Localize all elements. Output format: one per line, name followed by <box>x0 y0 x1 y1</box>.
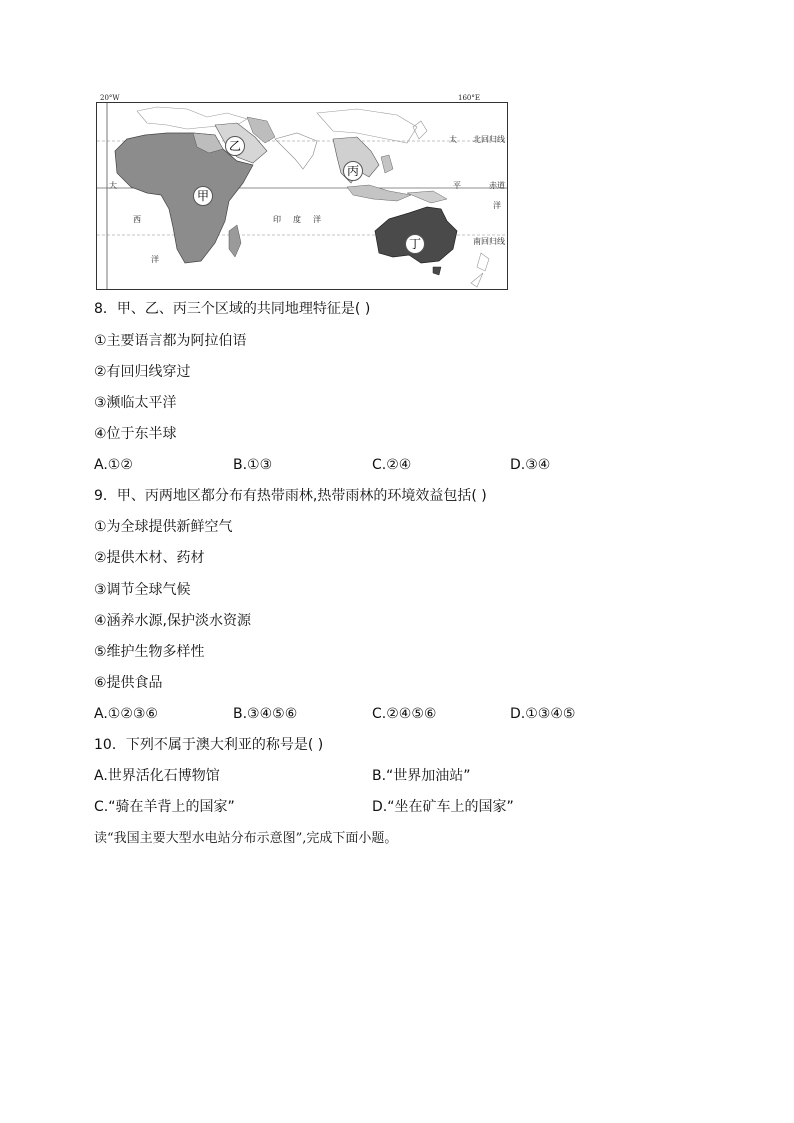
philippines-shape <box>381 155 393 173</box>
world-region-map <box>96 94 508 290</box>
china-outline <box>317 109 417 143</box>
q8-option-a[interactable]: A.①② <box>94 457 133 473</box>
coord-20w-label: 20°W <box>100 94 120 102</box>
north-tropic-label: 北回归线 <box>473 135 505 144</box>
indonesia-shape <box>347 185 411 201</box>
q9-item-3: ③调节全球气候 <box>94 582 191 598</box>
ocean-label-indian: 印度洋 <box>273 215 333 224</box>
coord-160e-label: 160°E <box>458 94 480 102</box>
ocean-label-tai: 太 <box>449 135 457 144</box>
q10-option-c[interactable]: C.“骑在羊背上的国家” <box>94 799 235 815</box>
tasmania-shape <box>433 267 441 275</box>
q8-option-c[interactable]: C.②④ <box>372 457 412 473</box>
ocean-label-yang-pacific: 洋 <box>493 201 501 210</box>
equator-label: 赤道 <box>489 181 505 190</box>
region-ding-badge: 丁 <box>405 234 425 254</box>
q8-stem: 8．甲、乙、丙三个区域的共同地理特征是( ) <box>94 301 371 317</box>
reading-instruction: 读“我国主要大型水电站分布示意图”,完成下面小题。 <box>94 831 398 846</box>
q8-option-b[interactable]: B.①③ <box>233 457 273 473</box>
south-tropic-label: 南回归线 <box>473 237 505 246</box>
q8-item-2: ②有回归线穿过 <box>94 364 191 380</box>
q8-item-4: ④位于东半球 <box>94 426 177 442</box>
q9-option-b[interactable]: B.③④⑤⑥ <box>233 706 298 722</box>
ocean-label-xi: 西 <box>133 215 141 224</box>
q9-item-5: ⑤维护生物多样性 <box>94 644 205 660</box>
q8-option-d[interactable]: D.③④ <box>510 457 551 473</box>
new-guinea-shape <box>407 191 447 203</box>
q10-option-a[interactable]: A.世界活化石博物馆 <box>94 768 220 784</box>
region-yi-badge: 乙 <box>225 136 245 156</box>
india-outline <box>275 133 317 169</box>
q9-stem: 9．甲、丙两地区都分布有热带雨林,热带雨林的环境效益包括( ) <box>94 488 487 504</box>
q10-option-b[interactable]: B.“世界加油站” <box>372 768 471 784</box>
q9-item-2: ②提供木材、药材 <box>94 550 205 566</box>
madagascar-shape <box>229 225 241 257</box>
q9-item-4: ④涵养水源,保护淡水资源 <box>94 613 252 629</box>
ocean-label-da: 大 <box>109 181 117 190</box>
q9-item-1: ①为全球提供新鲜空气 <box>94 519 233 535</box>
map-frame <box>96 102 508 290</box>
ocean-label-yang-atlantic: 洋 <box>151 255 159 264</box>
q8-item-1: ①主要语言都为阿拉伯语 <box>94 333 247 349</box>
q8-item-3: ③濒临太平洋 <box>94 395 177 411</box>
q9-option-a[interactable]: A.①②③⑥ <box>94 706 158 722</box>
ocean-label-ping: 平 <box>453 181 461 190</box>
region-jia-badge: 甲 <box>193 186 213 206</box>
q10-option-d[interactable]: D.“坐在矿车上的国家” <box>372 799 514 815</box>
new-zealand-outline <box>471 253 489 287</box>
region-bing-badge: 丙 <box>343 161 363 181</box>
q9-item-6: ⑥提供食品 <box>94 675 163 691</box>
q10-stem: 10．下列不属于澳大利亚的称号是( ) <box>94 737 324 753</box>
q9-option-d[interactable]: D.①③④⑤ <box>510 706 576 722</box>
q9-option-c[interactable]: C.②④⑤⑥ <box>372 706 437 722</box>
